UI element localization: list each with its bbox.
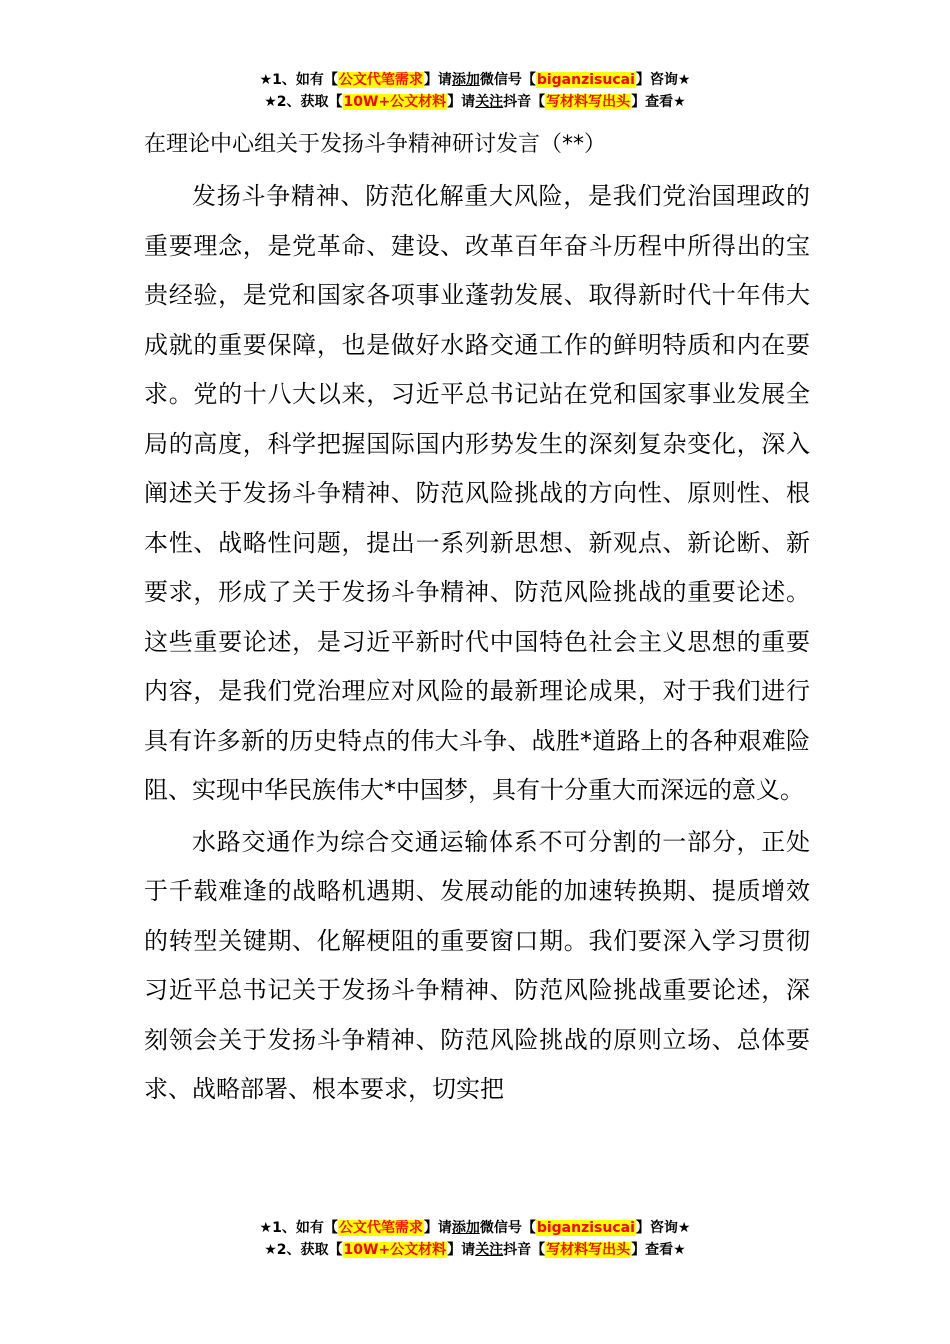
promo-highlight-wechat-id: biganzisucai: [536, 1220, 635, 1236]
promo-highlight-account: 写材料写出头: [546, 1242, 631, 1258]
promo-highlight-materials: 10W+公文材料: [343, 1242, 447, 1258]
document-body: [144, 126, 810, 1115]
promo-highlight-materials: 10W+公文材料: [343, 94, 447, 110]
promo-underline-follow: 关注: [475, 94, 504, 110]
promo-highlight-account: 写材料写出头: [546, 94, 631, 110]
paragraph-2: 水路交通作为综合交通运输体系不可分割的一部分，正处于千载难逢的战略机遇期、发展动能的加速转换期、提质增效的转型关键期、化解梗阻的重要窗口期。我们要深入学习贯彻习近平总书记关于发扬斗争精神、防范风险挑战重要论述，深刻领会关于发扬斗争精神、防范风险挑战的原则立场、总体要求、战略部署、根本要求，切实把: [144, 827, 810, 1103]
bottom-promo-banner: [0, 1217, 950, 1261]
promo-line-1: ★1、如有【公文代笔需求】请添加微信号【biganzisucai】咨询★: [259, 1220, 691, 1236]
promo-underline-add: 添加: [451, 72, 480, 88]
promo-highlight-service: 公文代笔需求: [338, 1220, 423, 1236]
paragraph-1: 发扬斗争精神、防范化解重大风险，是我们党治国理政的重要理念，是党革命、建设、改革百年奋斗历程中所得出的宝贵经验，是党和国家各项事业蓬勃发展、取得新时代十年伟大成就的重要保障，也是做好水路交通工作的鲜明特质和内在要求。党的十八大以来，习近平总书记站在党和国家事业发展全局的高度，科学把握国际国内形势发生的深刻复杂变化，深入阐述关于发扬斗争精神、防范风险挑战的方向性、原则性、根本性、战略性问题，提出一系列新思想、新观点、新论断、新要求，形成了关于发扬斗争精神、防范风险挑战的重要论述。这些重要论述，是习近平新时代中国特色社会主义思想的重要内容，是我们党治理应对风险的最新理论成果，对于我们进行具有许多新的历史特点的伟大斗争、战胜*道路上的各种艰难险阻、实现中华民族伟大*中国梦，具有十分重大而深远的意义。: [144, 182, 810, 804]
promo-line-1: ★1、如有【公文代笔需求】请添加微信号【biganzisucai】咨询★: [259, 72, 691, 88]
promo-underline-add: 添加: [451, 1220, 480, 1236]
document-title: 在理论中心组关于发扬斗争精神研讨发言（**）: [144, 132, 607, 157]
promo-underline-follow: 关注: [475, 1242, 504, 1258]
promo-highlight-service: 公文代笔需求: [338, 72, 423, 88]
promo-line-2: ★2、获取【10W+公文材料】请关注抖音【写材料写出头】查看★: [264, 94, 686, 110]
top-promo-banner: [0, 69, 950, 113]
promo-line-2: ★2、获取【10W+公文材料】请关注抖音【写材料写出头】查看★: [264, 1242, 686, 1258]
promo-highlight-wechat-id: biganzisucai: [536, 72, 635, 88]
